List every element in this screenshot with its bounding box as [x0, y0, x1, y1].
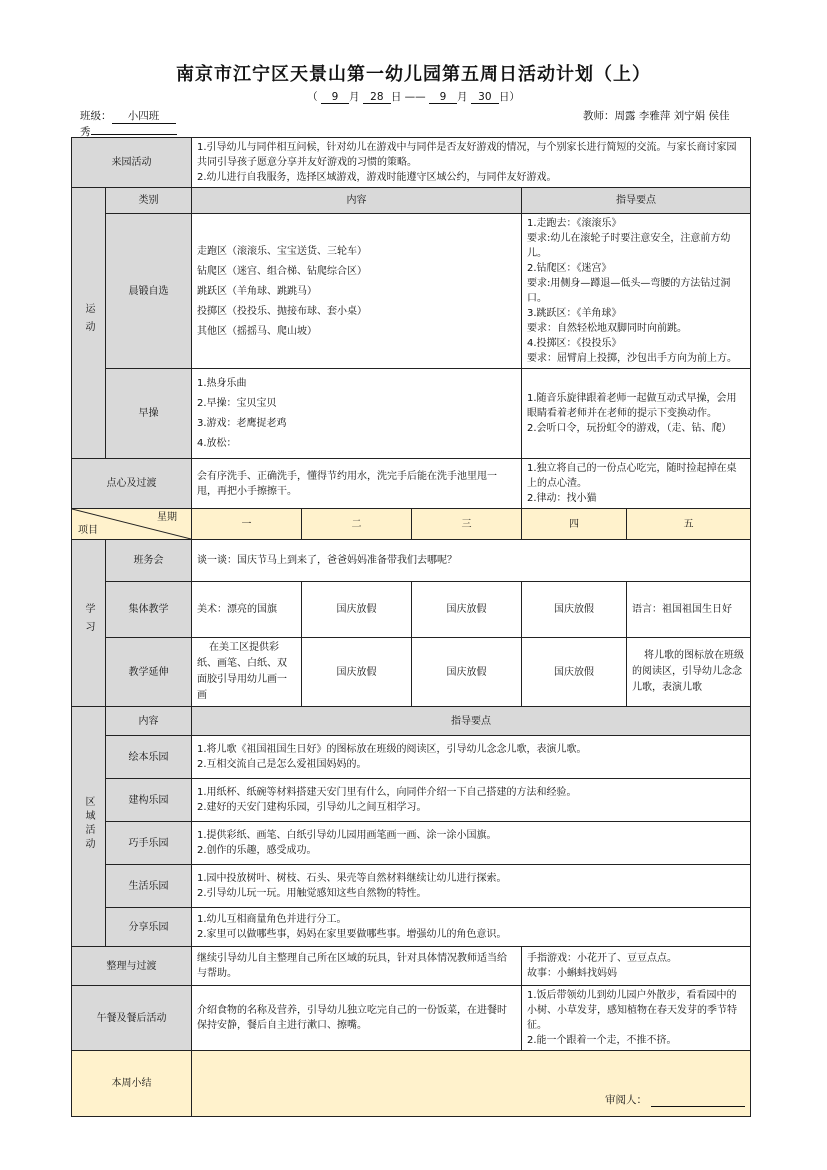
group-teaching-mon: 美术：漂亮的国旗 [192, 582, 302, 638]
class-info: 班级： 小四班 [80, 108, 176, 124]
area-name-picture-book: 绘本乐园 [106, 736, 192, 779]
area-label: 区域活动 [72, 707, 106, 947]
sports-label: 运动 [72, 188, 106, 459]
exercise-row [72, 369, 751, 459]
area-name-construction: 建构乐园 [106, 779, 192, 822]
lunch-label: 午餐及餐后活动 [72, 986, 192, 1051]
day-monday: 一 [192, 509, 302, 540]
summary-label: 本周小结 [72, 1051, 192, 1117]
tidy-guide: 手指游戏：小花开了、豆豆点点。 故事：小蝌蚪找妈妈 [522, 947, 751, 986]
exercise-guide: 1.随音乐旋律跟着老师一起做互动式早操，会用眼睛看着老师并在老师的提示下变换动作。 2.会听口令，玩扮虹令的游戏，（走、钻、爬） [522, 369, 751, 459]
area-header-row [72, 707, 751, 736]
teacher-names: 周露 李雅萍 刘宁娟 侯佳 [614, 110, 730, 122]
extension-row [72, 638, 751, 707]
extension-label: 教学延伸 [106, 638, 192, 707]
learning-label: 学习 [72, 540, 106, 707]
class-name: 小四班 [112, 108, 176, 124]
end-day: 30 [471, 91, 499, 104]
snack-guide: 1.独立将自己的一份点心吃完，随时捡起掉在桌上的点心渣。 2.律动：找小猫 [522, 459, 751, 509]
day-wednesday: 三 [412, 509, 522, 540]
area-guide-sharing: 1.幼儿互相商量角色并进行分工。 2.家里可以做哪些事，妈妈在家里要做哪些事。增强幼儿的角色意识。 [192, 908, 751, 947]
plan-table [71, 137, 751, 1117]
group-teaching-thu: 国庆放假 [522, 582, 627, 638]
area-col-guide: 指导要点 [192, 707, 751, 736]
class-info-overflow: 秀 [80, 122, 177, 139]
area-row [72, 822, 751, 865]
exercise-content: 1.热身乐曲 2.早操：宝贝宝贝 3.游戏：老鹰捉老鸡 4.放松： [192, 369, 522, 459]
area-guide-handcraft: 1.提供彩纸、画笔、白纸引导幼儿园用画笔画一画、涂一涂小国旗。 2.创作的乐趣，感受成功。 [192, 822, 751, 865]
area-row [72, 736, 751, 779]
morning-play-content: 走跑区（滚滚乐、宝宝送货、三轮车） 钻爬区（迷宫、组合梯、钻爬综合区） 跳跃区（羊角球、跳跳马） 投掷区（投投乐、抛接布球、套小桌） 其他区（摇摇马、爬山坡） [192, 214, 522, 369]
snack-row [72, 459, 751, 509]
area-row [72, 865, 751, 908]
sports-col-guide: 指导要点 [522, 188, 751, 214]
extension-wed: 国庆放假 [412, 638, 522, 707]
extension-mon: 在美工区提供彩纸、画笔、白纸、双面胶引导用幼儿画一画 [192, 638, 302, 707]
date-range: （ 9 月 28 日 —— 9 月 30 日） [307, 91, 520, 103]
area-name-handcraft: 巧手乐园 [106, 822, 192, 865]
tidy-row [72, 947, 751, 986]
end-month: 9 [429, 91, 457, 104]
tidy-content: 继续引导幼儿自主整理自己所在区域的玩具，针对具体情况教师适当给与帮助。 [192, 947, 522, 986]
day-thursday: 四 [522, 509, 627, 540]
sports-header-row [72, 188, 751, 214]
extension-thu: 国庆放假 [522, 638, 627, 707]
arrival-label: 来园活动 [72, 138, 192, 188]
area-name-sharing: 分享乐园 [106, 908, 192, 947]
area-guide-construction: 1.用纸杯、纸碗等材料搭建天安门里有什么，向同伴介绍一下自己搭建的方法和经验。 2.建好的天安门建构乐园，引导幼儿之间互相学习。 [192, 779, 751, 822]
weekday-diagonal-header: 星期 项目 [72, 509, 192, 540]
sports-col-category: 类别 [106, 188, 192, 214]
week-header-row [72, 509, 751, 540]
reviewer-field: 审阅人： [605, 1092, 745, 1107]
arrival-content: 1.引导幼儿与同伴相互问候，针对幼儿在游戏中与同伴是否友好游戏的情况，与个别家长进行简短的交流。与家长商讨家园共同引导孩子愿意分享并友好游戏的习惯的策略。 2.幼儿进行自我服务，选择区域游戏，游戏时能遵守区域公约，与同伴友好游戏。 [192, 138, 751, 188]
class-meeting-text: 谈一谈：国庆节马上到来了，爸爸妈妈准备带我们去哪呢？ [192, 540, 751, 582]
page-title: 南京市江宁区天景山第一幼儿园第五周日活动计划（上） [176, 64, 651, 85]
start-month: 9 [321, 91, 349, 104]
group-teaching-tue: 国庆放假 [302, 582, 412, 638]
group-teaching-wed: 国庆放假 [412, 582, 522, 638]
extension-tue: 国庆放假 [302, 638, 412, 707]
morning-play-guide: 1.走跑去：《滚滚乐》 要求:幼儿在滚轮子时要注意安全，注意前方幼儿。 2.钻爬区：《迷宫》 要求:用侧身—蹲退—低头—弯腰的方法钻过洞口。 3.跳跃区：《羊角球》 要求：自然轻松地双脚同时向前跳。 4.投掷区：《投投乐》 要求：屈臂肩上投掷，沙包出手方向为前上方。 [522, 214, 751, 369]
snack-content: 会有序洗手、正确洗手，懂得节约用水，洗完手后能在洗手池里甩一甩，再把小手擦擦干。 [192, 459, 522, 509]
class-meeting-label: 班务会 [106, 540, 192, 582]
lunch-row [72, 986, 751, 1051]
exercise-label: 早操 [106, 369, 192, 459]
group-teaching-label: 集体教学 [106, 582, 192, 638]
start-day: 28 [363, 91, 391, 104]
tidy-label: 整理与过渡 [72, 947, 192, 986]
area-col-content: 内容 [106, 707, 192, 736]
day-tuesday: 二 [302, 509, 412, 540]
area-name-life: 生活乐园 [106, 865, 192, 908]
area-guide-life: 1.园中投放树叶、树枝、石头、果壳等自然材料继续让幼儿进行探索。 2.引导幼儿玩一玩。用触觉感知这些自然物的特性。 [192, 865, 751, 908]
class-meeting-row [72, 540, 751, 582]
reviewer-signature-line[interactable] [651, 1094, 745, 1107]
morning-play-label: 晨锻自选 [106, 214, 192, 369]
sports-col-content: 内容 [192, 188, 522, 214]
area-row [72, 908, 751, 947]
snack-label: 点心及过渡 [72, 459, 192, 509]
teacher-info: 教师：周露 李雅萍 刘宁娟 侯佳 [583, 110, 730, 122]
day-friday: 五 [627, 509, 751, 540]
area-guide-picture-book: 1.将儿歌《祖国祖国生日好》的图标放在班级的阅读区，引导幼儿念念儿歌，表演儿歌。 2.互相交流自己是怎么爱祖国妈妈的。 [192, 736, 751, 779]
extension-fri: 将儿歌的图标放在班级的阅读区，引导幼儿念念儿歌，表演儿歌 [627, 638, 751, 707]
lunch-content: 介绍食物的名称及营养，引导幼儿独立吃完自己的一份饭菜，在进餐时保持安静，餐后自主进行漱口、擦嘴。 [192, 986, 522, 1051]
group-teaching-fri: 语言：祖国祖国生日好 [627, 582, 751, 638]
morning-play-row [72, 214, 751, 369]
lunch-guide: 1.饭后带领幼儿到幼儿园户外散步，看看园中的小树、小草发芽，感知植物在春天发芽的季节特征。 2.能一个跟着一个走，不推不挤。 [522, 986, 751, 1051]
arrival-row [72, 138, 751, 188]
group-teaching-row [72, 582, 751, 638]
area-row [72, 779, 751, 822]
